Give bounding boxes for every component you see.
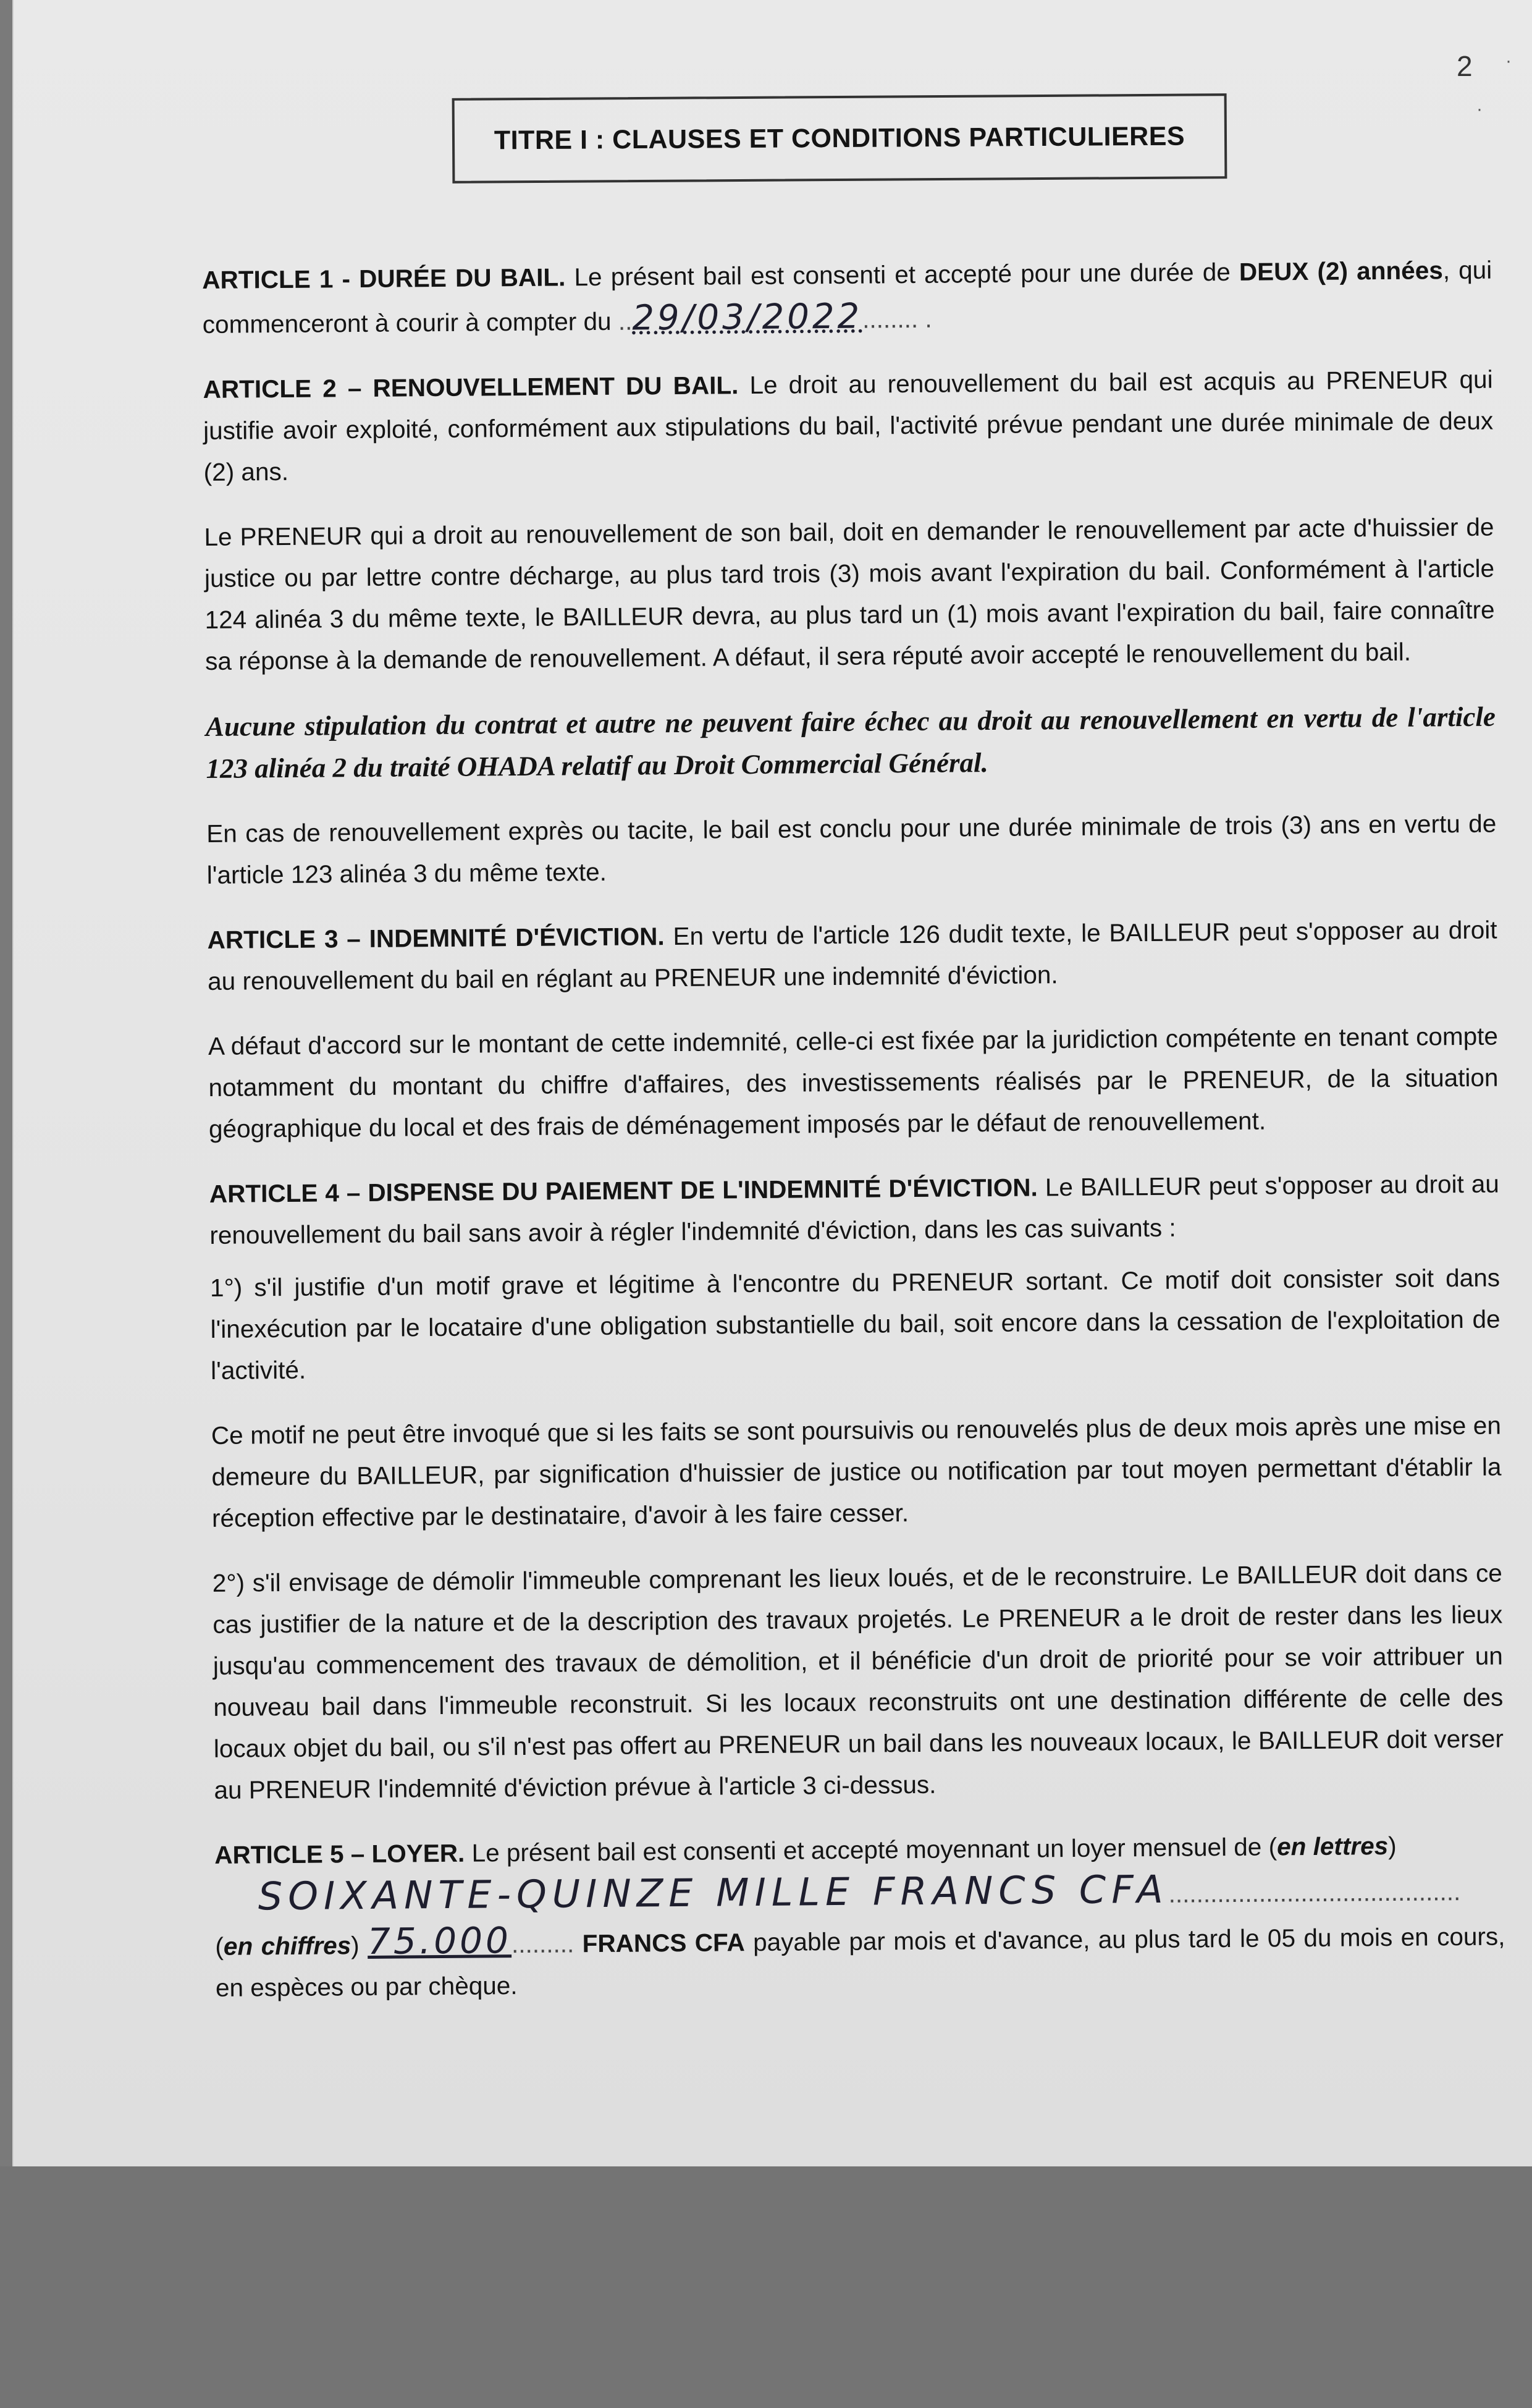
scan-speck: · [1505,51,1512,71]
article-4-heading: ARTICLE 4 – DISPENSE DU PAIEMENT DE L'INDEMNITÉ D'ÉVICTION. [209,1173,1038,1208]
article-5-line-3: (en chiffres) 75.000......... FRANCS CFA payable par mois et d'avance, au plus tard le 05 du mois en cours, en espèces ou par chèque. [215,1919,1505,2002]
document-title: TITRE I : CLAUSES ET CONDITIONS PARTICULIERES [494,121,1185,155]
article-2-italic-clause: Aucune stipulation du contrat et autre ne peuvent faire échec au droit au renouvellement en vertu de l'article 123 alinéa 2 du traité OHADA relatif au Droit Commercial Général. [205,701,1496,784]
currency-label: FRANCS CFA [582,1928,745,1958]
article-1-duration: DEUX (2) années [1239,256,1443,286]
article-4-case-1: 1°) s'il justifie d'un motif grave et légitime à l'encontre du PRENEUR sortant. Ce motif doit consister soit dans l'inexécution par le locataire d'une obligation substantielle du bail, soit encore dans la cessation de l'exploitation de l'activité. [209,1263,1500,1385]
article-5 [214,1825,1505,2009]
en-lettres-label: en lettres [1276,1831,1389,1861]
article-2-text: Le droit au renouvellement du bail est acquis au PRENEUR qui justifie avoir exploité, conformément aux stipulations du bail, l'activité prévue pendant une durée minimale de deux (2) ans. [203,365,1494,486]
article-3-heading: ARTICLE 3 – INDEMNITÉ D'ÉVICTION. [207,922,665,954]
article-4-case-2: 2°) s'il envisage de démolir l'immeuble comprenant les lieux loués, et de le reconstruire. Le BAILLEUR doit dans ce cas justifier de la nature et de la description des travaux projetés. Le PRENEUR a le droit de rester dans les lieux jusqu'au commencement des travaux de démolition, et il bénéficie d'un droit de priorité pour se voir attribuer un nouveau bail dans l'immeuble reconstruit. Si les locaux reconstruits ont une destination différente de celle des locaux objet du bail, ou s'il n'est pas offert au PRENEUR un bail dans les nouveaux locaux, le BAILLEUR doit verser au PRENEUR l'indemnité d'éviction prévue à l'article 3 ci-dessus. [212,1558,1504,1804]
article-4-case-1b: Ce motif ne peut être invoqué que si les faits se sont poursuivis ou renouvelés plus de deux mois après une mise en demeure du BAILLEUR, par signification d'huissier de justice ou notification par tout moyen permettant d'établir la réception effective par le destinataire, d'avoir à les faire cesser. [211,1411,1502,1532]
article-2 [203,359,1494,493]
article-5-text-b: ) [1387,1831,1397,1860]
article-2-paragraph-2: Le PRENEUR qui a droit au renouvellement de son bail, doit en demander le renouvellement par acte d'huissier de justice ou par lettre contre décharge, au plus tard trois (3) mois avant l'expiration du bail. Conformément à l'article 124 alinéa 3 du même texte, le BAILLEUR devra, au plus tard un (1) mois avant l'expiration du bail, faire connaître sa réponse à la demande de renouvellement. A défaut, il sera réputé avoir accepté le renouvellement du bail. [204,512,1495,675]
article-3 [207,910,1497,1002]
title-box [452,93,1227,184]
article-1-text-a: Le présent bail est consenti et accepté pour une durée de [565,257,1240,292]
document-page [14,0,1532,2166]
article-4 [209,1164,1500,1256]
article-1 [202,250,1492,345]
article-1-heading: ARTICLE 1 - DURÉE DU BAIL. [202,263,566,294]
dots: .. [618,306,633,336]
scan-speck: · [1476,99,1483,119]
dots: .......................................... [1168,1877,1461,1908]
article-4-text: Le BAILLEUR peut s'opposer au droit au renouvellement du bail sans avoir à régler l'indemnité d'éviction, dans les cas suivants : [209,1169,1499,1249]
article-5-heading: ARTICLE 5 – LOYER. [214,1838,465,1869]
start-date-handwritten: 29/03/2022 [632,296,863,339]
article-3-text: En vertu de l'article 126 dudit texte, le BAILLEUR peut s'opposer au droit au renouvellement du bail en réglant au PRENEUR une indemnité d'éviction. [207,915,1497,995]
dots: ......... [511,1929,574,1959]
rent-amount-digits-handwritten: 75.000 [367,1919,512,1962]
dots: ........ . [862,304,932,334]
article-5-text-c: payable par mois et d'avance, au plus tard le 05 du mois en cours, en espèces ou par chèque. [215,1922,1505,2002]
scanner-background [0,2166,1532,2408]
article-2-paragraph-4: En cas de renouvellement exprès ou tacite, le bail est conclu pour une durée minimale de trois (3) ans en vertu de l'article 123 alinéa 3 du même texte. [206,809,1497,889]
page-number: 2 [1457,50,1473,82]
rent-amount-words-handwritten: SOIXANTE-QUINZE MILLE FRANCS CFA [258,1866,1169,1919]
article-1-text-b: , qui commenceront à courir à compter du [202,255,1492,339]
article-2-heading: ARTICLE 2 – RENOUVELLEMENT DU BAIL. [203,371,739,403]
document-body [202,250,1505,2009]
article-5-text-a: Le présent bail est consenti et accepté moyennant un loyer mensuel de ( [465,1832,1277,1867]
en-chiffres-label: en chiffres [223,1931,351,1961]
article-3-paragraph-2: A défaut d'accord sur le montant de cette indemnité, celle-ci est fixée par la juridiction compétente en tenant compte notamment du montant du chiffre d'affaires, des investissements réalisés par le PRENEUR, de la situation géographique du local et des frais de déménagement imposés par le défaut de renouvellement. [208,1021,1499,1143]
